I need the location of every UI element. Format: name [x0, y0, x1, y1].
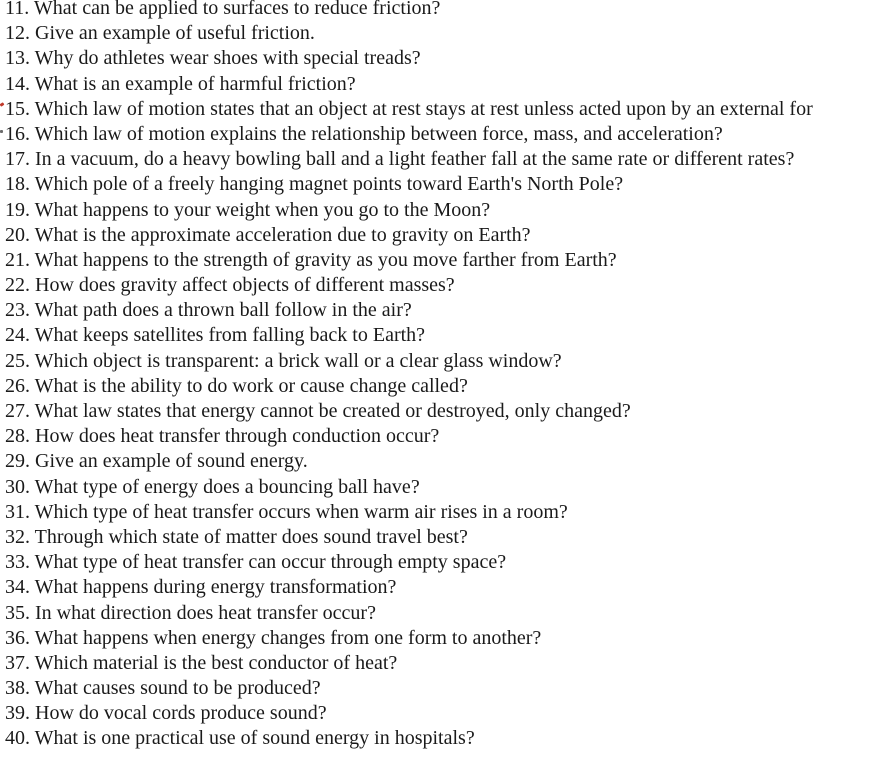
question-text: What is the approximate acceleration due to gravity on Earth?	[34, 223, 531, 246]
question-text: What is an example of harmful friction?	[34, 72, 356, 95]
question-text: In what direction does heat transfer occur?	[35, 601, 376, 624]
question-text: What can be applied to surfaces to reduce friction?	[33, 0, 441, 19]
question-number: 33.	[5, 551, 30, 574]
question-number: 28.	[5, 425, 30, 448]
question-item	[5, 601, 892, 626]
question-text: Which pole of a freely hanging magnet points toward Earth's North Pole?	[34, 173, 624, 196]
question-text: Why do athletes wear shoes with special treads?	[34, 47, 421, 70]
question-item	[5, 223, 892, 248]
question-item	[5, 424, 892, 449]
question-number: 15.	[5, 97, 30, 120]
question-number: 24.	[5, 324, 30, 347]
question-item	[5, 323, 892, 348]
question-item	[5, 0, 892, 21]
question-number: 17.	[5, 148, 30, 171]
question-item	[5, 525, 892, 550]
question-text: What causes sound to be produced?	[34, 677, 321, 700]
question-number: 11.	[5, 0, 30, 19]
question-number: 38.	[5, 677, 30, 700]
question-text: Which law of motion explains the relationship between force, mass, and acceleration?	[34, 122, 723, 145]
question-item	[5, 651, 892, 676]
question-number: 16.	[5, 122, 30, 145]
question-item	[5, 298, 892, 323]
question-number: 20.	[5, 223, 30, 246]
question-number: 23.	[5, 299, 30, 322]
question-number: 18.	[5, 173, 30, 196]
question-item	[5, 46, 892, 71]
question-item	[5, 726, 892, 751]
question-text: In a vacuum, do a heavy bowling ball and a light feather fall at the same rate or different rates?	[35, 148, 795, 171]
question-number: 36.	[5, 626, 30, 649]
question-number: 34.	[5, 576, 30, 599]
question-number: 27.	[5, 400, 30, 422]
question-number: 14.	[5, 72, 30, 95]
question-item	[5, 626, 892, 651]
question-text: Which law of motion states that an object at rest stays at rest unless acted upon by an external for	[34, 97, 813, 120]
question-number: 31.	[5, 500, 30, 523]
question-item	[5, 122, 892, 147]
question-item	[5, 374, 892, 399]
question-text: Which type of heat transfer occurs when warm air rises in a room?	[34, 500, 568, 523]
question-item	[5, 172, 892, 197]
question-text: What path does a thrown ball follow in the air?	[34, 299, 412, 322]
question-text: What keeps satellites from falling back to Earth?	[34, 324, 426, 347]
question-item	[5, 21, 892, 46]
question-item	[5, 97, 892, 122]
question-text: What happens during energy transformation?	[34, 576, 397, 599]
question-item	[5, 676, 892, 701]
question-item	[5, 550, 892, 575]
question-item	[5, 701, 892, 726]
question-text: Give an example of useful friction.	[35, 22, 315, 45]
question-number: 37.	[5, 651, 30, 674]
question-item	[5, 273, 892, 298]
question-list	[5, 0, 892, 752]
question-item	[5, 349, 892, 374]
question-text: How does gravity affect objects of different masses?	[35, 274, 455, 297]
question-number: 39.	[5, 702, 30, 725]
question-item	[5, 399, 892, 424]
question-text: What happens when energy changes from one form to another?	[34, 626, 542, 649]
question-number: 25.	[5, 349, 30, 372]
question-number: 35.	[5, 601, 30, 624]
question-item	[5, 475, 892, 500]
question-item	[5, 575, 892, 600]
question-text: Which material is the best conductor of heat?	[34, 651, 398, 674]
question-item	[5, 449, 892, 474]
question-number: 12.	[5, 22, 30, 45]
question-item	[5, 198, 892, 223]
question-text: What type of heat transfer can occur through empty space?	[34, 551, 507, 574]
question-text: Give an example of sound energy.	[35, 450, 308, 473]
question-text: What is the ability to do work or cause change called?	[34, 374, 468, 397]
question-item	[5, 248, 892, 273]
question-text: Through which state of matter does sound travel best?	[34, 525, 468, 548]
question-number: 30.	[5, 475, 30, 498]
pen-mark	[0, 130, 3, 133]
question-number: 40.	[5, 727, 30, 750]
question-number: 32.	[5, 525, 30, 548]
question-text: What type of energy does a bouncing ball have?	[34, 475, 420, 498]
question-number: 26.	[5, 374, 30, 397]
question-item	[5, 147, 892, 172]
question-item	[5, 72, 892, 97]
question-item	[5, 500, 892, 525]
question-number: 13.	[5, 47, 30, 70]
question-number: 19.	[5, 198, 30, 221]
question-text: How do vocal cords produce sound?	[35, 702, 327, 725]
question-text: What law states that energy cannot be created or destroyed, only changed?	[34, 400, 631, 422]
question-text: What is one practical use of sound energy in hospitals?	[34, 727, 475, 750]
question-text: How does heat transfer through conduction occur?	[35, 425, 440, 448]
question-text: Which object is transparent: a brick wall or a clear glass window?	[34, 349, 562, 372]
question-text: What happens to the strength of gravity as you move farther from Earth?	[34, 248, 617, 271]
question-text: What happens to your weight when you go to the Moon?	[34, 198, 491, 221]
question-number: 21.	[5, 248, 30, 271]
question-number: 22.	[5, 274, 30, 297]
question-number: 29.	[5, 450, 30, 473]
pen-mark	[0, 102, 4, 107]
